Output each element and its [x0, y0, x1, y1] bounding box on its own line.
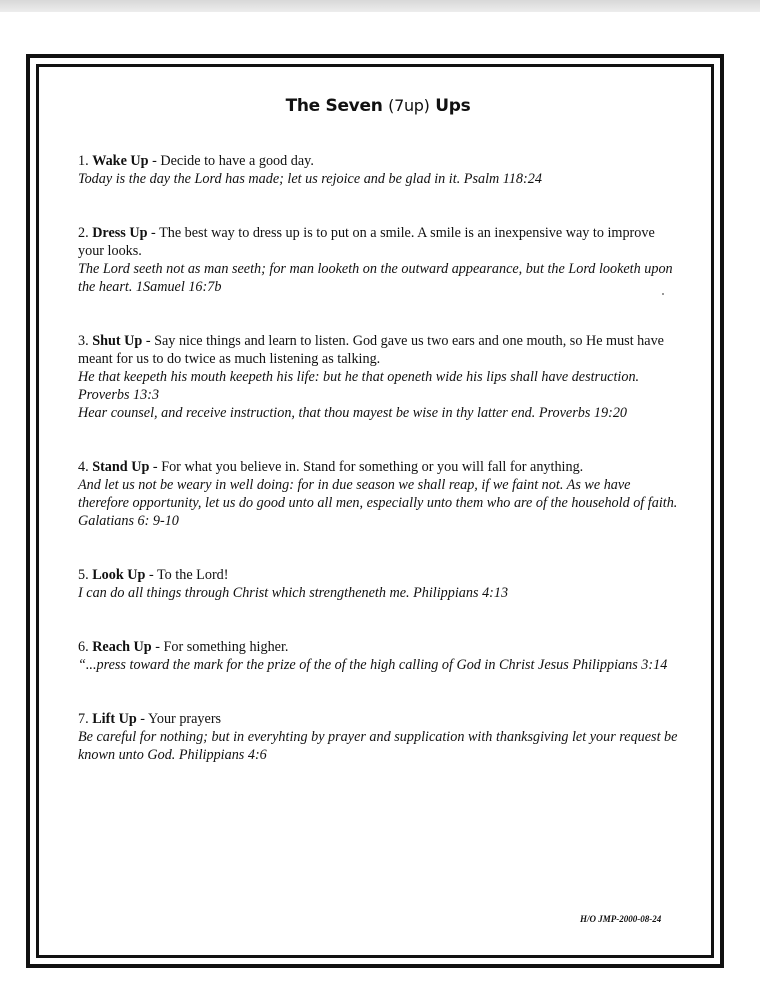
title-paren: (7up) — [388, 96, 430, 115]
document-code: H/O JMP-2000-08-24 — [580, 914, 662, 924]
up-item-dash: - — [145, 567, 157, 583]
page-title — [78, 96, 678, 116]
up-item-dash: - — [148, 153, 161, 169]
up-item-number: 4. — [78, 459, 89, 475]
up-item — [78, 152, 678, 188]
up-item-number: 5. — [78, 567, 89, 583]
up-item-heading: Dress Up — [92, 225, 148, 241]
title-text-before: The Seven — [285, 96, 383, 116]
up-item-line — [78, 458, 678, 476]
up-item-dash: - — [151, 639, 164, 655]
up-item-text: The best way to dress up is to put on a smile. A smile is an inexpensive way to improve your looks. — [78, 225, 655, 259]
up-item-text: To the Lord! — [156, 567, 229, 583]
ups-list — [78, 152, 678, 764]
up-item-text: For something higher. — [163, 639, 289, 655]
up-item-verse: Be careful for nothing; but in everyhting by prayer and supplication with thanksgiving let your request be known unto God. Philippians 4:6 — [78, 729, 678, 763]
item-spacer — [78, 530, 678, 566]
up-item-number: 7. — [78, 711, 89, 727]
up-item-verse: Hear counsel, and receive instruction, that thou mayest be wise in thy latter end. Proverbs 19:20 — [78, 405, 628, 421]
item-spacer — [78, 602, 678, 638]
scan-top-strip — [0, 0, 760, 12]
item-spacer — [78, 422, 678, 458]
document-body — [78, 96, 678, 764]
up-item-verse: The Lord seeth not as man seeth; for man looketh on the outward appearance, but the Lord looketh upon the heart. 1Samuel 16:7b — [78, 261, 673, 295]
up-item-line — [78, 224, 678, 260]
up-item-heading: Look Up — [92, 567, 146, 583]
up-item-number: 3. — [78, 333, 89, 349]
up-item-verse: He that keepeth his mouth keepeth his life: but he that openeth wide his lips shall have destruction. Proverbs 13:3 — [78, 369, 640, 403]
title-text-after: Ups — [435, 96, 471, 116]
up-item-text: Your prayers — [148, 711, 222, 727]
up-item-verse: I can do all things through Christ which strengtheneth me. Philippians 4:13 — [78, 585, 509, 601]
up-item — [78, 224, 678, 296]
up-item-verse: “...press toward the mark for the prize of the of the high calling of God in Christ Jesus Philippians 3:14 — [78, 657, 668, 673]
item-spacer — [78, 188, 678, 224]
up-item-line — [78, 710, 678, 728]
up-item-dash: - — [147, 225, 160, 241]
up-item-text: Decide to have a good day. — [160, 153, 314, 169]
up-item-line — [78, 332, 678, 368]
up-item — [78, 638, 678, 674]
up-item-text: Say nice things and learn to listen. God gave us two ears and one mouth, so He must have meant for us to do twice as much listening as talking. — [78, 333, 664, 367]
up-item-line — [78, 152, 678, 170]
up-item-heading: Shut Up — [92, 333, 143, 349]
up-item — [78, 458, 678, 530]
up-item-number: 2. — [78, 225, 89, 241]
up-item — [78, 710, 678, 764]
up-item-dash: - — [142, 333, 155, 349]
up-item-verse: Today is the day the Lord has made; let us rejoice and be glad in it. Psalm 118:24 — [78, 171, 542, 187]
up-item-text: For what you believe in. Stand for something or you will fall for anything. — [161, 459, 584, 475]
up-item-heading: Wake Up — [92, 153, 149, 169]
item-spacer — [78, 296, 678, 332]
up-item-line — [78, 638, 678, 656]
up-item-line — [78, 566, 678, 584]
up-item-verse: And let us not be weary in well doing: for in due season we shall reap, if we faint not. As we have therefore opportunity, let us do good unto all men, especially unto them who are of the household of faith. Galatians 6: 9-10 — [78, 477, 678, 529]
item-spacer — [78, 674, 678, 710]
up-item-dash: - — [149, 459, 162, 475]
up-item-heading: Reach Up — [92, 639, 152, 655]
up-item-dash: - — [136, 711, 149, 727]
up-item-number: 1. — [78, 153, 89, 169]
up-item-number: 6. — [78, 639, 89, 655]
up-item — [78, 566, 678, 602]
up-item — [78, 332, 678, 422]
up-item-heading: Lift Up — [92, 711, 137, 727]
up-item-heading: Stand Up — [92, 459, 150, 475]
